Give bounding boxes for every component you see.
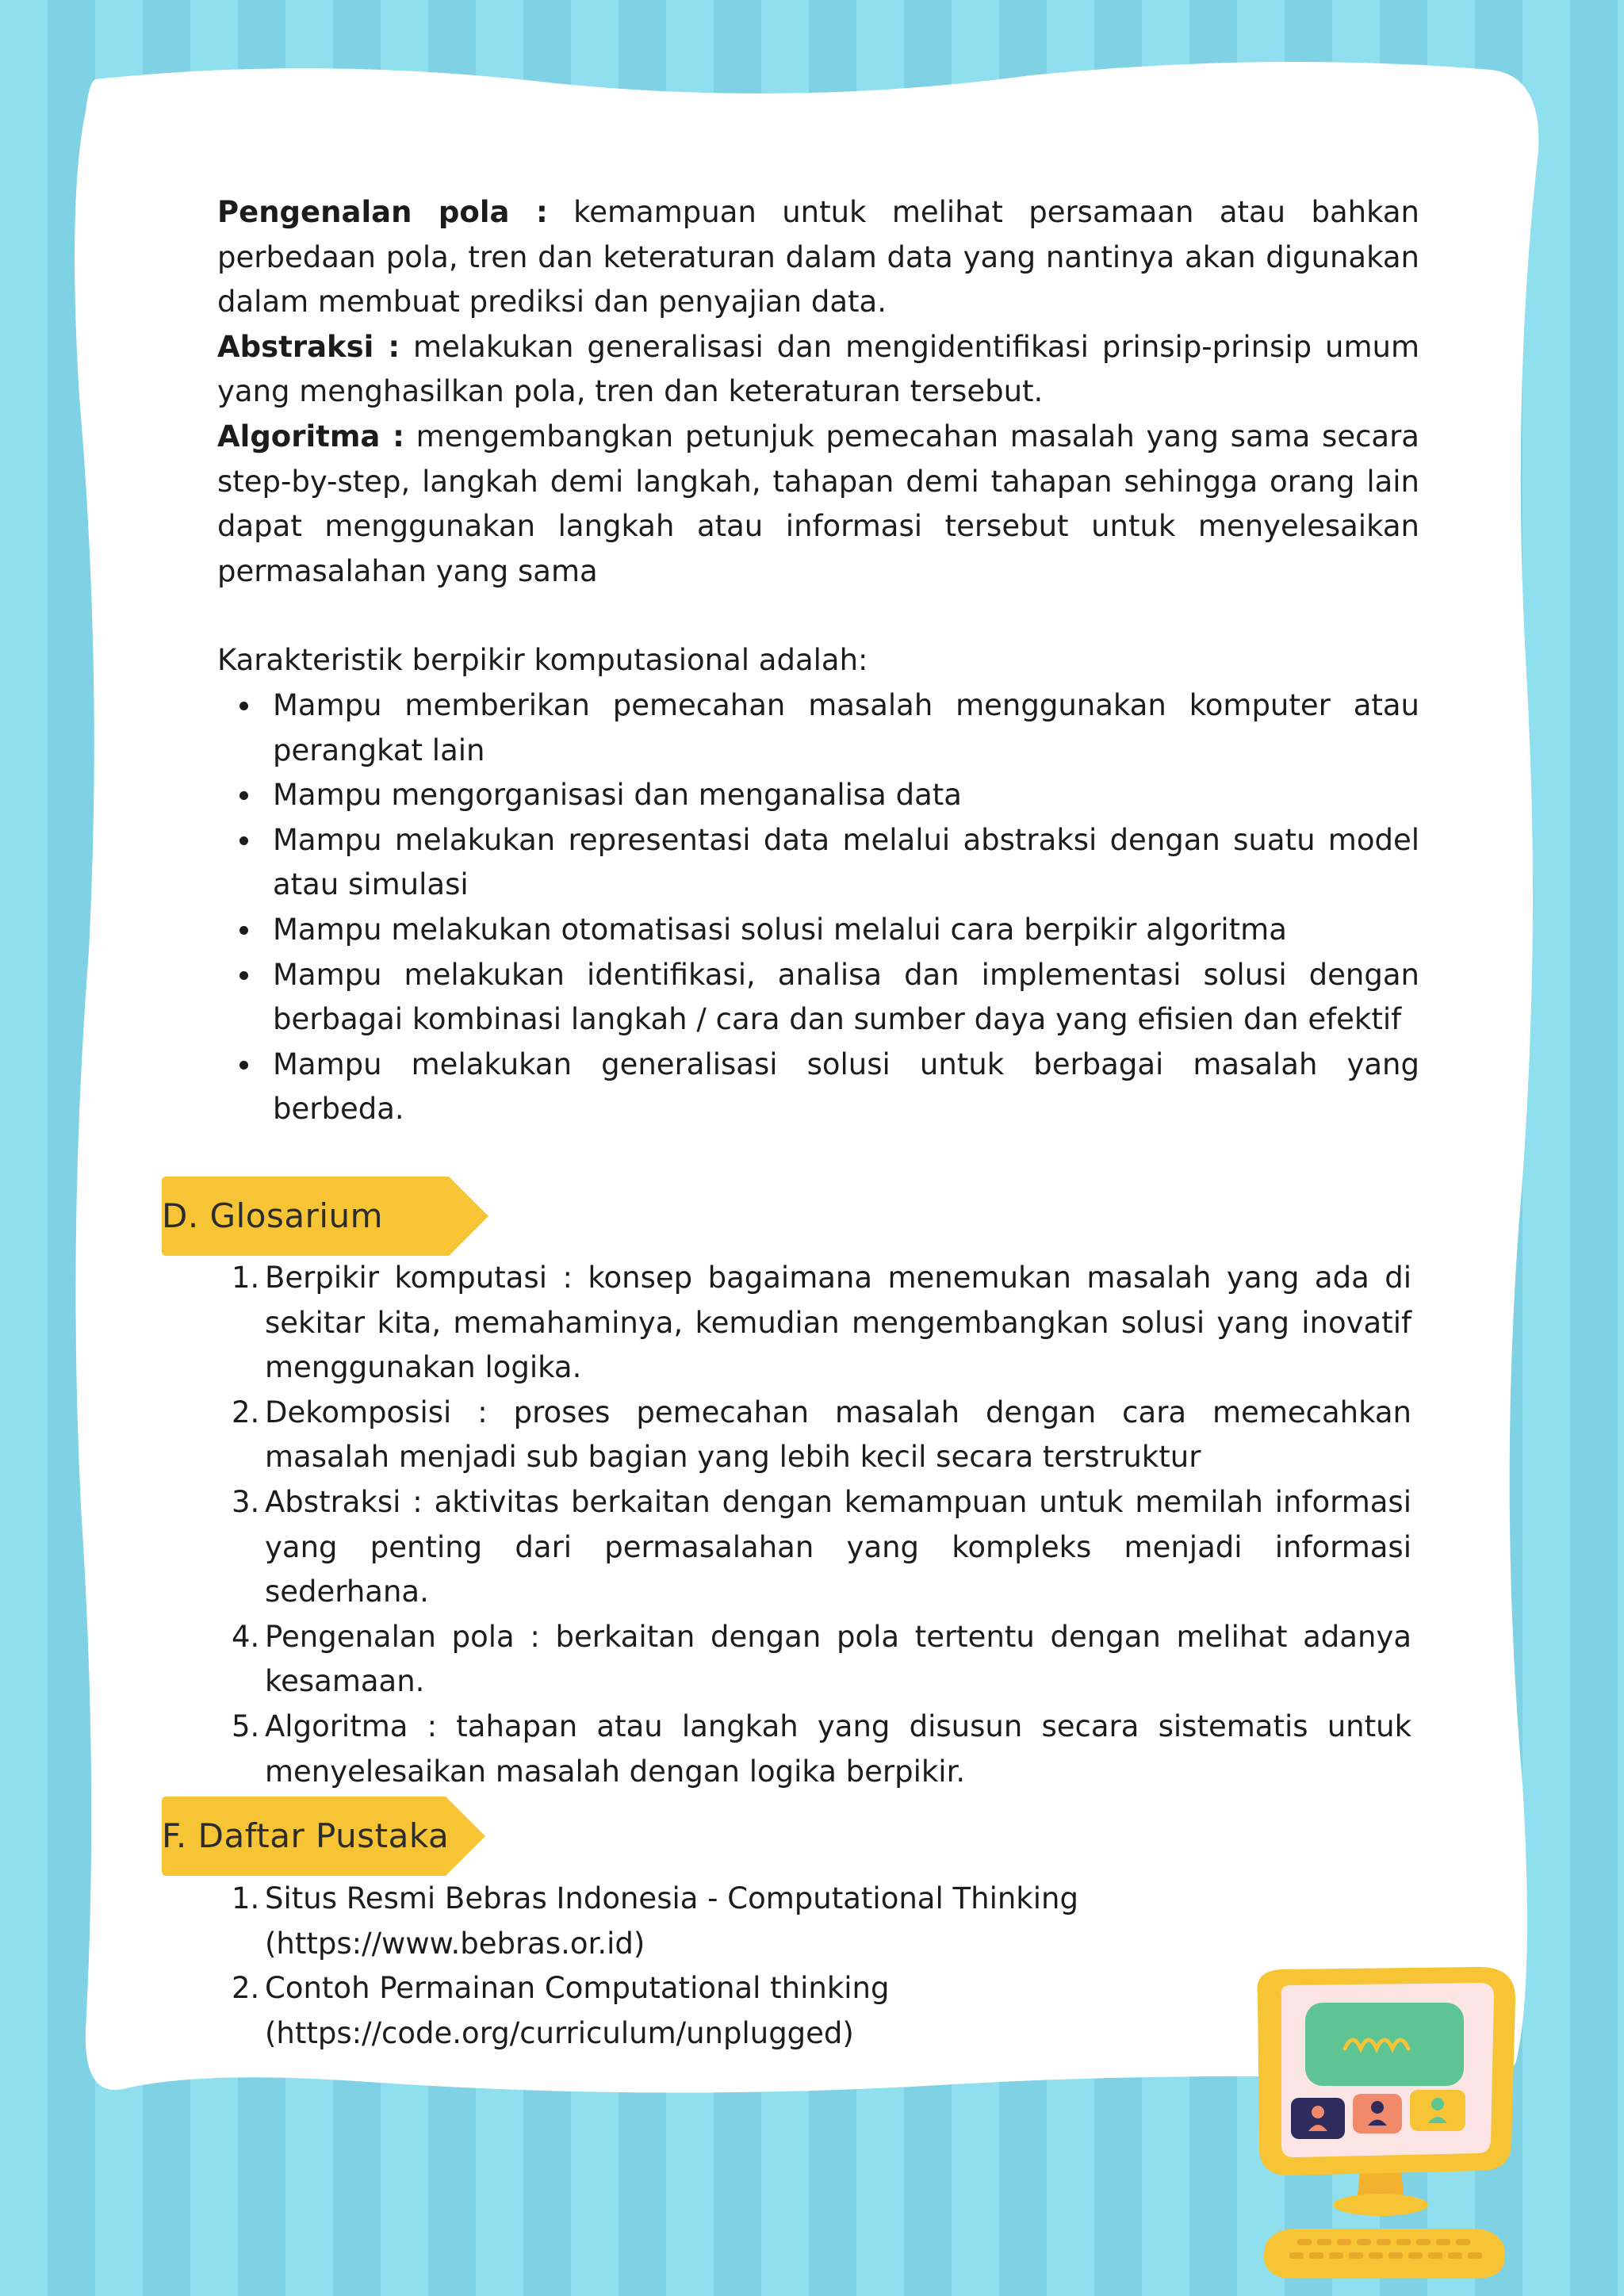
item-number: 1. xyxy=(232,1881,260,1915)
definition-text: kemampuan untuk melihat persamaan atau bahkan perbedaan pola, tren dan keteraturan dalam data yang nantinya akan digunakan dalam membuat prediksi dan penyajian data. xyxy=(217,195,1420,320)
list-item: Mampu melakukan otomatisasi solusi melalui cara berpikir algoritma xyxy=(217,908,1419,953)
item-number: 1. xyxy=(232,1261,260,1295)
list-item xyxy=(217,1877,1411,1966)
item-text: Algoritma : tahapan atau langkah yang disusun secara sistematis untuk menyelesaikan masalah dengan logika berpikir. xyxy=(265,1709,1411,1789)
reference-link[interactable]: (https://www.bebras.or.id) xyxy=(265,1926,645,1961)
reference-title: Situs Resmi Bebras Indonesia - Computational Thinking xyxy=(265,1881,1078,1915)
definition-text: mengembangkan petunjuk pemecahan masalah yang sama secara step-by-step, langkah demi langkah, tahapan demi tahapan sehingga orang lain dapat menggunakan langkah atau informasi tersebut untuk menyelesaikan permasalahan yang sama xyxy=(217,419,1419,588)
term-label: Pengenalan pola : xyxy=(217,195,548,229)
definition-abstraction xyxy=(217,325,1419,415)
reference-title: Contoh Permainan Computational thinking xyxy=(265,1971,890,2006)
definition-text: melakukan generalisasi dan mengidentifikasi prinsip-prinsip umum yang menghasilkan pola, tren dan keteraturan tersebut. xyxy=(217,329,1419,409)
references-list xyxy=(217,1877,1411,2056)
computer-illustration-icon xyxy=(1242,1963,1527,2280)
list-item: Mampu melakukan identifikasi, analisa dan implementasi solusi dengan berbagai kombinasi langkah / cara dan sumber daya yang efisien dan efektif xyxy=(217,953,1419,1043)
list-item xyxy=(217,1391,1411,1480)
term-label: Algoritma : xyxy=(217,419,404,453)
glossary-list xyxy=(217,1256,1411,1794)
main-content xyxy=(217,190,1419,1132)
characteristics-intro: Karakteristik berpikir komputasional adalah: xyxy=(217,643,868,678)
item-text: Pengenalan pola : berkaitan dengan pola tertentu dengan melihat adanya kesamaan. xyxy=(265,1619,1411,1699)
item-text: Dekomposisi : proses pemecahan masalah dengan cara memecahkan masalah menjadi sub bagian yang lebih kecil secara terstruktur xyxy=(265,1395,1411,1475)
list-item xyxy=(217,1705,1411,1794)
item-text: Berpikir komputasi : konsep bagaimana menemukan masalah yang ada di sekitar kita, memahaminya, kemudian mengembangkan solusi yang inovatif menggunakan logika. xyxy=(265,1261,1411,1385)
item-number: 2. xyxy=(232,1395,260,1429)
item-number: 4. xyxy=(232,1619,260,1654)
list-item: Mampu melakukan generalisasi solusi untuk berbagai masalah yang berbeda. xyxy=(217,1043,1419,1132)
references-heading-banner xyxy=(162,1797,488,1876)
glossary-heading: D. Glosarium xyxy=(162,1196,384,1235)
item-number: 2. xyxy=(232,1971,260,2006)
definition-pattern xyxy=(217,190,1419,325)
list-item xyxy=(217,1480,1411,1615)
definition-algorithm xyxy=(217,415,1419,594)
glossary-heading-banner xyxy=(162,1177,492,1256)
list-item xyxy=(217,1256,1411,1391)
list-item: Mampu mengorganisasi dan menganalisa data xyxy=(217,773,1419,818)
list-item: Mampu melakukan representasi data melalui abstraksi dengan suatu model atau simulasi xyxy=(217,818,1419,908)
list-item: Mampu memberikan pemecahan masalah menggunakan komputer atau perangkat lain xyxy=(217,683,1419,773)
list-item xyxy=(217,1615,1411,1705)
references-heading: F. Daftar Pustaka xyxy=(162,1816,450,1855)
characteristics-list xyxy=(217,683,1419,1132)
item-text: Abstraksi : aktivitas berkaitan dengan kemampuan untuk memilah informasi yang penting dari permasalahan yang kompleks menjadi informasi sederhana. xyxy=(265,1484,1411,1609)
item-number: 5. xyxy=(232,1709,260,1743)
item-number: 3. xyxy=(232,1484,260,1519)
list-item xyxy=(217,1966,1411,2056)
reference-link[interactable]: (https://code.org/curriculum/unplugged) xyxy=(265,2015,854,2050)
term-label: Abstraksi : xyxy=(217,329,400,364)
